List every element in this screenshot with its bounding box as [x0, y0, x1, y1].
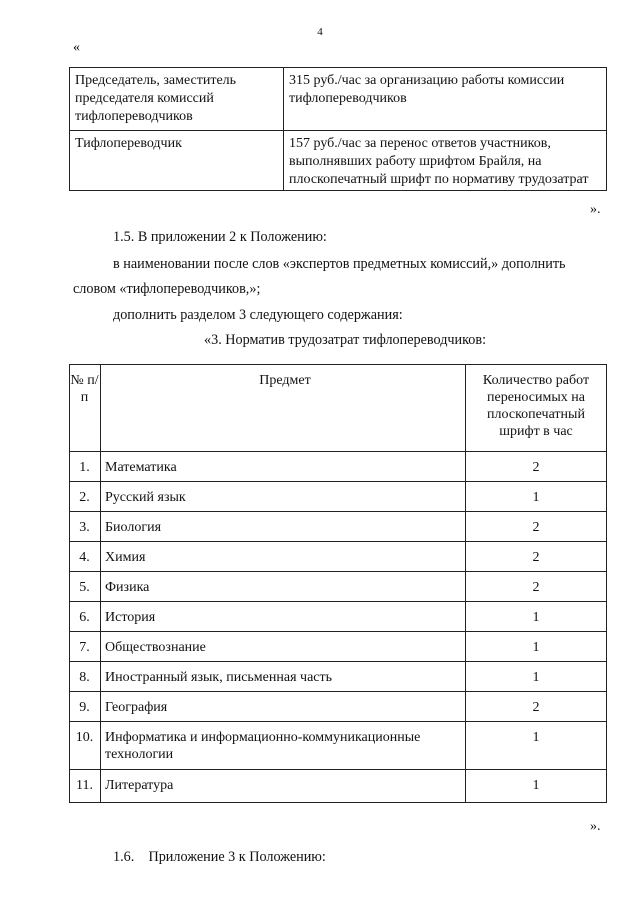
row-quantity: 2 — [466, 542, 607, 572]
paragraph-add-section: дополнить разделом 3 следующего содержания: — [113, 307, 403, 323]
opening-quote-mark: « — [73, 40, 80, 55]
row-quantity: 1 — [466, 662, 607, 692]
table-row — [70, 572, 607, 602]
row-quantity: 1 — [466, 602, 607, 632]
row-subject: Биология — [101, 512, 466, 542]
paragraph-1-6: 1.6. Приложение 3 к Положению: — [113, 849, 326, 865]
rate-cell: 315 руб./час за организацию работы комиссии тифлопереводчиков — [284, 68, 607, 131]
row-subject: Русский язык — [101, 482, 466, 512]
table-header-row — [70, 365, 607, 452]
row-number: 11. — [70, 770, 101, 803]
section-title: «3. Норматив трудозатрат тифлопереводчиков: — [204, 332, 487, 348]
closing-quote-mark: ». — [590, 202, 601, 217]
paragraph-1-5: 1.5. В приложении 2 к Положению: — [113, 229, 327, 245]
page-number: 4 — [317, 26, 323, 38]
row-subject: История — [101, 602, 466, 632]
row-subject: Математика — [101, 452, 466, 482]
row-number: 6. — [70, 602, 101, 632]
table-row — [70, 692, 607, 722]
table-row — [70, 722, 607, 770]
row-number: 4. — [70, 542, 101, 572]
row-quantity: 1 — [466, 770, 607, 803]
header-subject: Предмет — [101, 365, 466, 452]
header-quantity: Количество работ переносимых на плоскопечатный шрифт в час — [466, 365, 607, 452]
table-row — [70, 452, 607, 482]
row-quantity: 1 — [466, 632, 607, 662]
row-subject: Физика — [101, 572, 466, 602]
row-number: 7. — [70, 632, 101, 662]
row-number: 1. — [70, 452, 101, 482]
role-cell: Тифлопереводчик — [70, 131, 284, 191]
row-number: 10. — [70, 722, 101, 770]
table-row — [70, 482, 607, 512]
row-quantity: 1 — [466, 722, 607, 770]
labor-norm-table — [69, 364, 607, 803]
table-row — [70, 632, 607, 662]
row-number: 5. — [70, 572, 101, 602]
row-quantity: 2 — [466, 452, 607, 482]
table-row — [70, 68, 607, 131]
row-subject: Обществознание — [101, 632, 466, 662]
row-number: 8. — [70, 662, 101, 692]
row-quantity: 2 — [466, 572, 607, 602]
remuneration-table — [69, 67, 607, 191]
role-cell: Председатель, заместитель председателя комиссий тифлопереводчиков — [70, 68, 284, 131]
row-subject: Иностранный язык, письменная часть — [101, 662, 466, 692]
table-row — [70, 602, 607, 632]
row-number: 9. — [70, 692, 101, 722]
paragraph-naming-line-1: в наименовании после слов «экспертов предметных комиссий,» дополнить — [113, 256, 566, 272]
row-number: 3. — [70, 512, 101, 542]
row-subject: Литература — [101, 770, 466, 803]
row-subject: География — [101, 692, 466, 722]
table-row — [70, 662, 607, 692]
row-quantity: 2 — [466, 512, 607, 542]
row-quantity: 1 — [466, 482, 607, 512]
table-row — [70, 131, 607, 191]
row-subject: Информатика и информационно-коммуникационные технологии — [101, 722, 466, 770]
paragraph-naming-line-2: словом «тифлопереводчиков,»; — [73, 281, 261, 297]
table-row — [70, 770, 607, 803]
row-quantity: 2 — [466, 692, 607, 722]
table-row — [70, 542, 607, 572]
row-subject: Химия — [101, 542, 466, 572]
closing-quote-mark: ». — [590, 819, 601, 834]
header-number: № п/п — [70, 365, 101, 452]
rate-cell: 157 руб./час за перенос ответов участников, выполнявших работу шрифтом Брайля, на плоскопечатный шрифт по нормативу трудозатрат — [284, 131, 607, 191]
table-row — [70, 512, 607, 542]
row-number: 2. — [70, 482, 101, 512]
